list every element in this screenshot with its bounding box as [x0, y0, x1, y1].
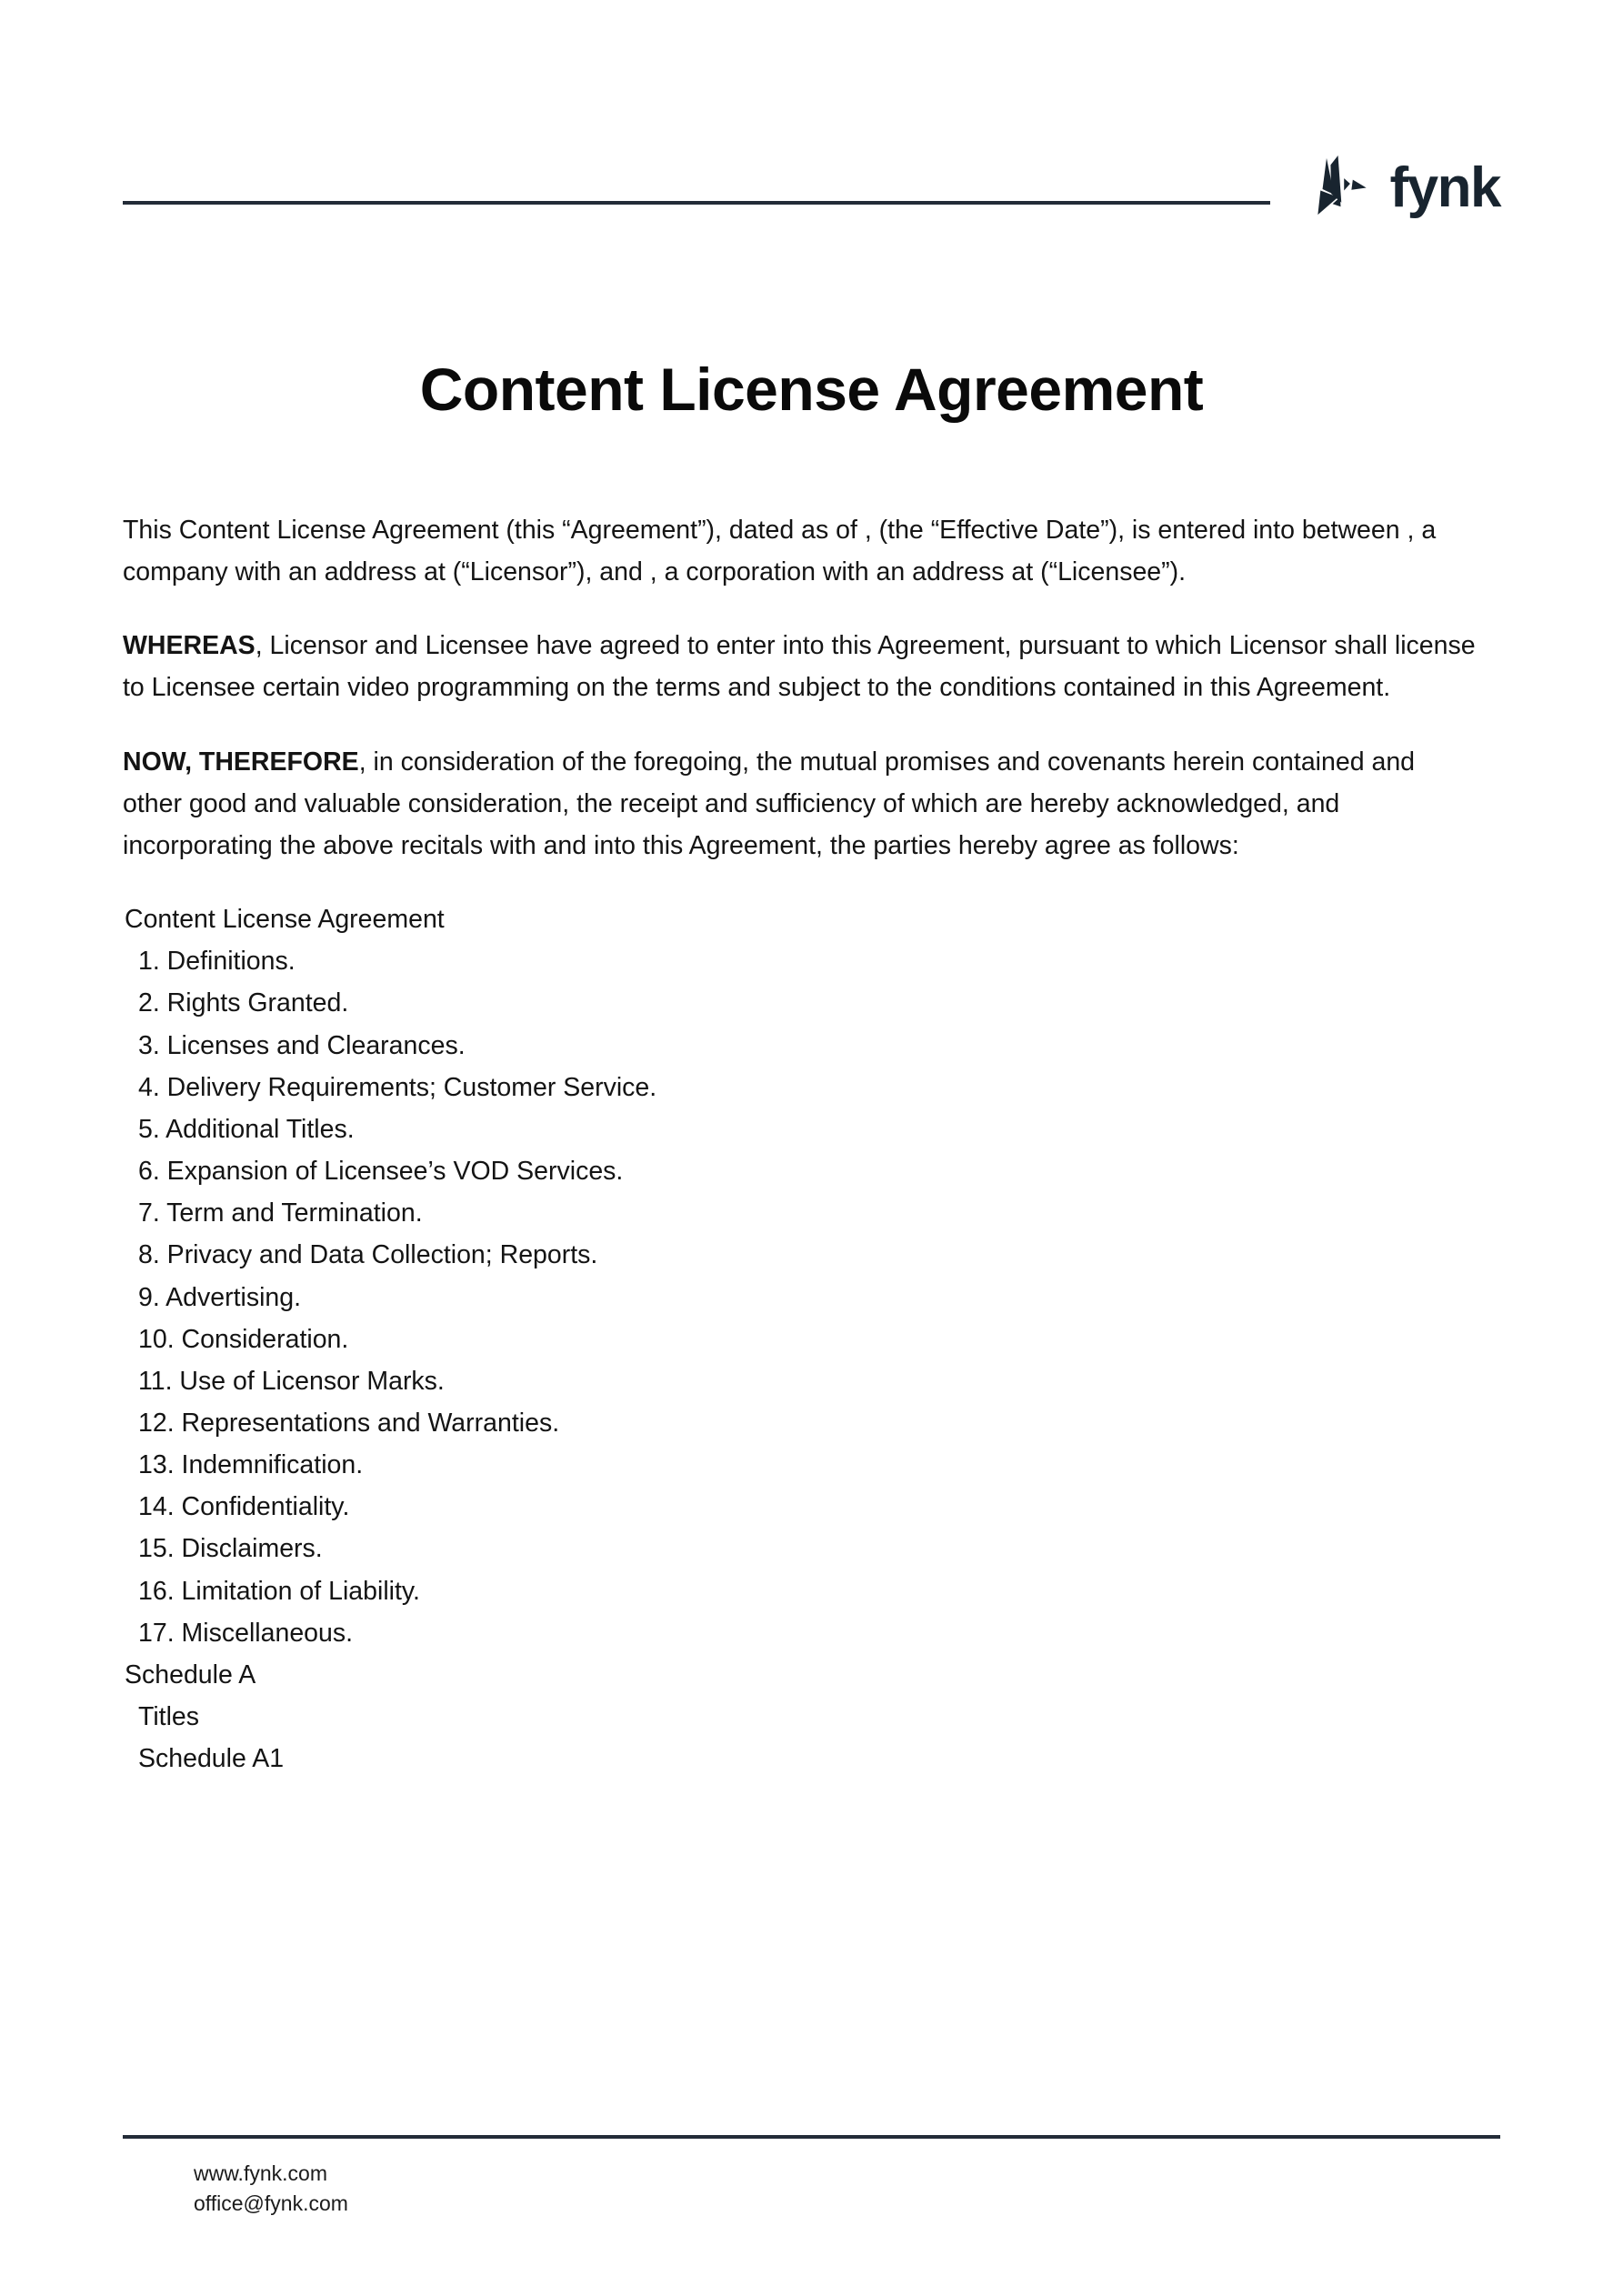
paragraph-text: , Licensor and Licensee have agreed to enter into this Agreement, pursuant to which Licensor shall license to Licensee certain video programming on the terms and subject to the conditions contained in this Agreement. — [123, 631, 1476, 703]
paragraph-text: This Content License Agreement (this “Agreement”), dated as of , (the “Effective Date”), is entered into between , a company with an address at (“Licensor”), and , a corporation with an address at (“Licensee”). — [123, 516, 1437, 587]
list-item: 5. Additional Titles. — [138, 1114, 355, 1144]
list-item: 11. Use of Licensor Marks. — [138, 1366, 445, 1396]
toc-schedule-list — [123, 1696, 1478, 1780]
page-footer — [123, 2135, 1500, 2218]
list-item: 1. Definitions. — [138, 947, 296, 977]
fynk-origami-bird-icon — [1308, 153, 1376, 220]
list-item: 14. Confidentiality. — [138, 1492, 350, 1522]
footer-website: www.fynk.com — [194, 2161, 327, 2185]
paragraph-lead: NOW, THEREFORE — [123, 747, 359, 777]
paragraph-lead: WHEREAS — [123, 631, 255, 661]
footer-divider — [123, 2135, 1500, 2139]
toc-section-list — [123, 940, 1478, 1654]
paragraph-now-therefore — [123, 741, 1478, 867]
list-item: 15. Disclaimers. — [138, 1534, 323, 1564]
list-item: Titles — [138, 1702, 200, 1732]
list-item: Schedule A1 — [138, 1744, 285, 1774]
page-title: Content License Agreement — [419, 356, 1204, 424]
toc-schedule-heading: Schedule A — [125, 1659, 256, 1689]
list-item: 7. Term and Termination. — [138, 1198, 423, 1228]
header-divider — [123, 201, 1270, 205]
paragraph-whereas — [123, 625, 1478, 708]
list-item: 13. Indemnification. — [138, 1450, 364, 1480]
paragraph-text: , in consideration of the foregoing, the mutual promises and covenants herein contained and other good and valuable consideration, the receipt and sufficiency of which are hereby acknowledged, and incorporating the above recitals with and into this Agreement, the parties hereby agree as follows: — [123, 747, 1416, 860]
list-item: 10. Consideration. — [138, 1324, 349, 1354]
list-item: 17. Miscellaneous. — [138, 1618, 354, 1648]
list-item: 2. Rights Granted. — [138, 988, 349, 1018]
list-item: 16. Limitation of Liability. — [138, 1576, 420, 1606]
brand-wordmark: fynk — [1389, 156, 1500, 219]
list-item: 6. Expansion of Licensee’s VOD Services. — [138, 1157, 624, 1187]
list-item: 9. Advertising. — [138, 1282, 302, 1312]
footer-email: office@fynk.com — [194, 2191, 348, 2215]
list-item: 12. Representations and Warranties. — [138, 1408, 560, 1438]
list-item: 8. Privacy and Data Collection; Reports. — [138, 1240, 598, 1270]
document-body — [123, 509, 1478, 1780]
paragraph-preamble — [123, 509, 1478, 593]
toc-heading: Content License Agreement — [125, 905, 445, 935]
list-item: 4. Delivery Requirements; Customer Service. — [138, 1072, 657, 1102]
page-header — [123, 145, 1500, 227]
footer-contact — [123, 2159, 1500, 2218]
brand-logo — [1308, 153, 1500, 220]
list-item: 3. Licenses and Clearances. — [138, 1030, 466, 1060]
table-of-contents — [123, 898, 1478, 1780]
